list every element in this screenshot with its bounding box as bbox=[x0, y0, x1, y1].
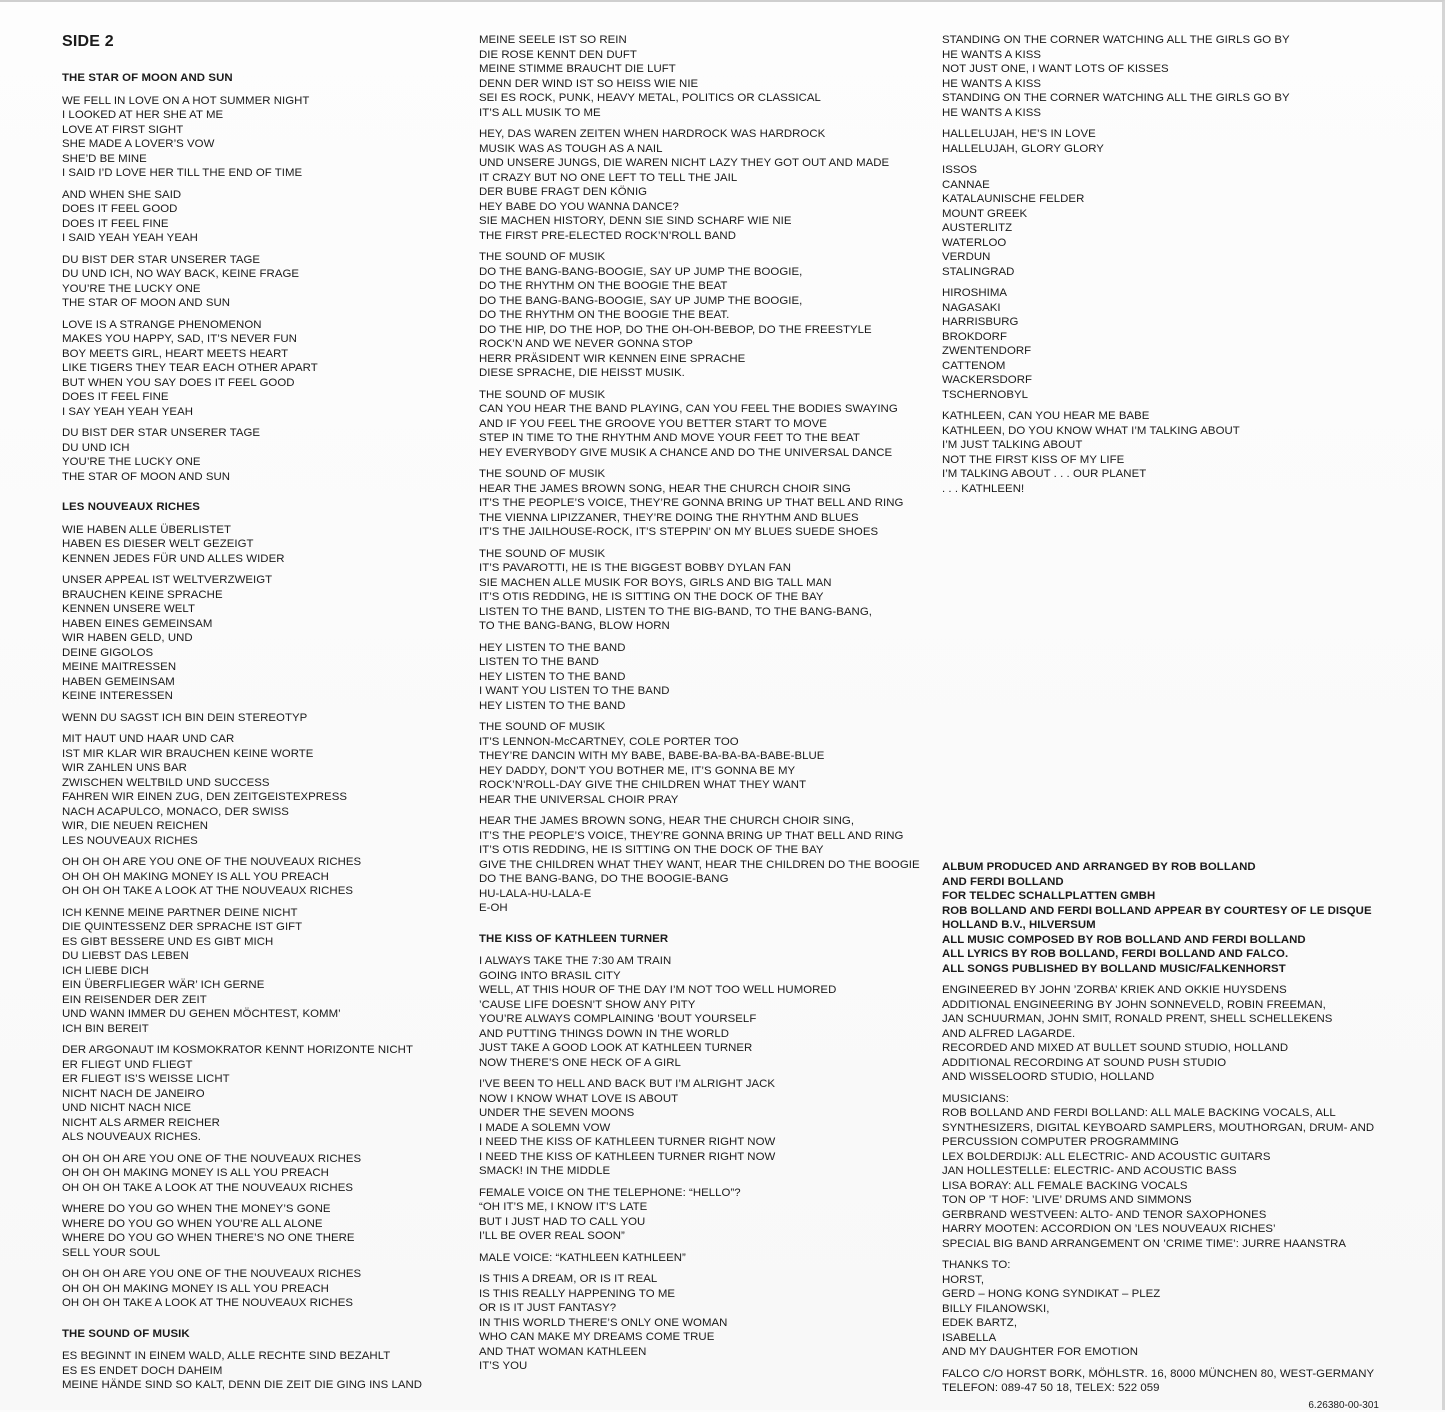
lyric-line: UND NICHT NACH NICE bbox=[62, 1102, 192, 1114]
lyric-line: THE VIENNA LIPIZZANER, THEY’RE DOING THE RHYTHM AND BLUES bbox=[479, 511, 859, 524]
lyric-line: DER BUBE FRAGT DEN KÖNIG bbox=[479, 186, 648, 198]
lyric-line: ALL SONGS PUBLISHED BY BOLLAND MUSIC/FALKENHORST bbox=[942, 962, 1286, 975]
stanza bbox=[479, 954, 919, 1070]
lyric-line: DIESE SPRACHE, DIE HEISST MUSIK. bbox=[479, 367, 685, 379]
stanza bbox=[62, 711, 462, 726]
stanza bbox=[62, 732, 462, 848]
lyric-line: DENN DER WIND IST SO HEISS WIE NIE bbox=[479, 77, 699, 90]
lyric-line: MOUNT GREEK bbox=[942, 207, 1028, 220]
lyric-line: SHE’D BE MINE bbox=[62, 152, 147, 165]
stanza bbox=[479, 127, 919, 243]
lyric-line: SMACK! IN THE MIDDLE bbox=[479, 1165, 611, 1177]
lyric-line: HORST, bbox=[942, 1273, 985, 1286]
lyric-line: WHO CAN MAKE MY DREAMS COME TRUE bbox=[479, 1331, 715, 1343]
lyric-line: WHERE DO YOU GO WHEN YOU’RE ALL ALONE bbox=[62, 1217, 323, 1230]
lyric-line: HE WANTS A KISS bbox=[942, 77, 1042, 90]
lyric-line: ALS NOUVEAUX RICHES. bbox=[62, 1131, 201, 1143]
lyric-line: DIE QUINTESSENZ DER SPRACHE IST GIFT bbox=[62, 921, 303, 933]
stanza bbox=[942, 409, 1392, 496]
lyric-line: HEAR THE JAMES BROWN SONG, HEAR THE CHURCH CHOIR SING, bbox=[479, 815, 855, 827]
lyric-line: OH OH OH ARE YOU ONE OF THE NOUVEAUX RICHES bbox=[62, 1152, 362, 1165]
lyric-line: JAN HOLLESTELLE: ELECTRIC- AND ACOUSTIC BASS bbox=[942, 1165, 1237, 1177]
lyric-line: TSCHERNOBYL bbox=[942, 388, 1028, 401]
lyric-line: OH OH OH ARE YOU ONE OF THE NOUVEAUX RICHES bbox=[62, 856, 362, 868]
lyric-line: IT’S THE PEOPLE’S VOICE, THEY’RE GONNA BRING UP THAT BELL AND RING bbox=[479, 497, 904, 509]
lyric-line: ROCK’N’ROLL-DAY GIVE THE CHILDREN WHAT THEY WANT bbox=[479, 779, 807, 791]
lyric-line: LIKE TIGERS THEY TEAR EACH OTHER APART bbox=[62, 362, 318, 374]
lyric-line: ’CAUSE LIFE DOESN’T SHOW ANY PITY bbox=[479, 998, 696, 1011]
credits-contact bbox=[942, 1367, 1402, 1396]
lyric-line: HEY, DAS WAREN ZEITEN WHEN HARDROCK WAS HARDROCK bbox=[479, 128, 826, 140]
lyric-line: I SAY YEAH YEAH YEAH bbox=[62, 405, 194, 418]
lyric-line: OH OH OH MAKING MONEY IS ALL YOU PREACH bbox=[62, 1282, 329, 1295]
lyric-line: DU BIST DER STAR UNSERER TAGE bbox=[62, 427, 261, 439]
stanza bbox=[62, 1152, 462, 1196]
lyric-line: I WANT YOU LISTEN TO THE BAND bbox=[479, 685, 670, 697]
lyric-line: MALE VOICE: “KATHLEEN KATHLEEN” bbox=[479, 1251, 686, 1264]
lyric-line: GOING INTO BRASIL CITY bbox=[479, 969, 621, 982]
lyric-line: THE SOUND OF MUSIK bbox=[479, 547, 606, 560]
lyric-line: I LOOKED AT HER SHE AT ME bbox=[62, 109, 224, 121]
lyric-line: ADDITIONAL RECORDING AT SOUND PUSH STUDIO bbox=[942, 1056, 1227, 1069]
stanza bbox=[942, 286, 1392, 402]
stanza bbox=[62, 426, 462, 484]
lyric-line: THE STAR OF MOON AND SUN bbox=[62, 470, 231, 483]
lyric-line: I SAID I’D LOVE HER TILL THE END OF TIME bbox=[62, 167, 303, 179]
stanza bbox=[62, 1043, 462, 1145]
lyric-line: DU BIST DER STAR UNSERER TAGE bbox=[62, 253, 261, 266]
stanza bbox=[62, 573, 462, 704]
lyric-line: ALL MUSIC COMPOSED BY ROB BOLLAND AND FERDI BOLLAND bbox=[942, 933, 1306, 946]
song-title: THE KISS OF KATHLEEN TURNER bbox=[479, 932, 669, 945]
lyric-line: THE FIRST PRE-ELECTED ROCK’N’ROLL BAND bbox=[479, 229, 736, 242]
lyric-line: THE STAR OF MOON AND SUN bbox=[62, 297, 231, 309]
lyric-line: HEY BABE DO YOU WANNA DANCE? bbox=[479, 200, 679, 213]
lyric-line: VERDUN bbox=[942, 251, 991, 263]
lyric-line: DO THE BANG-BANG, DO THE BOOGIE-BANG bbox=[479, 873, 729, 885]
lyric-line: IT’S PAVAROTTI, HE IS THE BIGGEST BOBBY DYLAN FAN bbox=[479, 562, 791, 574]
lyric-line: ER FLIEGT UND FLIEGT bbox=[62, 1058, 193, 1071]
stanza bbox=[479, 720, 919, 807]
album-credits bbox=[942, 860, 1402, 1403]
lyric-line: HALLELUJAH, HE’S IN LOVE bbox=[942, 128, 1096, 140]
stanza bbox=[479, 547, 919, 634]
lyric-line: LISTEN TO THE BAND bbox=[479, 656, 599, 668]
lyric-line: OH OH OH MAKING MONEY IS ALL YOU PREACH bbox=[62, 870, 329, 883]
lyric-line: HEY DADDY, DON’T YOU BOTHER ME, IT’S GONNA BE MY bbox=[479, 764, 796, 777]
lyric-line: OH OH OH TAKE A LOOK AT THE NOUVEAUX RICHES bbox=[62, 885, 353, 897]
lyric-line: ER FLIEGT IS’S WEISSE LICHT bbox=[62, 1073, 230, 1085]
lyric-line: OH OH OH TAKE A LOOK AT THE NOUVEAUX RICHES bbox=[62, 1297, 353, 1309]
lyric-line: IN THIS WORLD THERE’S ONLY ONE WOMAN bbox=[479, 1316, 728, 1329]
lyric-line: DO THE RHYTHM ON THE BOOGIE THE BEAT bbox=[479, 280, 728, 292]
lyric-line: AND ALFRED LAGARDE. bbox=[942, 1027, 1076, 1040]
lyric-line: ICH KENNE MEINE PARTNER DEINE NICHT bbox=[62, 906, 298, 919]
lyric-line: ZWISCHEN WELTBILD UND SUCCESS bbox=[62, 776, 270, 789]
lyric-line: BRAUCHEN KEINE SPRACHE bbox=[62, 588, 223, 601]
lyric-line: BOY MEETS GIRL, HEART MEETS HEART bbox=[62, 347, 289, 360]
lyric-line: DU UND ICH bbox=[62, 441, 130, 454]
lyric-line: MIT HAUT UND HAAR UND CAR bbox=[62, 733, 235, 745]
lyric-line: I ALWAYS TAKE THE 7:30 AM TRAIN bbox=[479, 955, 672, 967]
lyric-line: BUT I JUST HAD TO CALL YOU bbox=[479, 1215, 646, 1228]
lyric-line: NAGASAKI bbox=[942, 301, 1001, 314]
lyric-line: WHERE DO YOU GO WHEN THE MONEY’S GONE bbox=[62, 1203, 331, 1215]
lyric-line: DO THE HIP, DO THE HOP, DO THE OH-OH-BEBOP, DO THE FREESTYLE bbox=[479, 323, 872, 336]
lyric-line: WIE HABEN ALLE ÜBERLISTET bbox=[62, 523, 231, 536]
lyric-line: YOU’RE THE LUCKY ONE bbox=[62, 282, 201, 295]
lyric-line: KENNEN UNSERE WELT bbox=[62, 603, 195, 615]
stanza bbox=[62, 318, 462, 420]
lyric-line: WENN DU SAGST ICH BIN DEIN STEREOTYP bbox=[62, 711, 308, 724]
lyric-line: SIE MACHEN HISTORY, DENN SIE SIND SCHARF WIE NIE bbox=[479, 215, 792, 227]
lyric-line: THE SOUND OF MUSIK bbox=[479, 468, 606, 480]
catalog-number: 6.26380-00-301 bbox=[1308, 1400, 1379, 1411]
lyric-line: EDEK BARTZ, bbox=[942, 1317, 1018, 1329]
lyric-line: I NEED THE KISS OF KATHLEEN TURNER RIGHT NOW bbox=[479, 1150, 776, 1163]
lyric-line: IST MIR KLAR WIR BRAUCHEN KEINE WORTE bbox=[62, 747, 314, 760]
lyric-line: MUSIK WAS AS TOUGH AS A NAIL bbox=[479, 142, 663, 155]
lyric-line: ROB BOLLAND AND FERDI BOLLAND APPEAR BY COURTESY OF LE DISQUE bbox=[942, 904, 1372, 917]
lyric-line: LES NOUVEAUX RICHES bbox=[62, 834, 198, 847]
side-label: SIDE 2 bbox=[62, 33, 114, 50]
stanza bbox=[62, 1267, 462, 1311]
lyric-line: AND WISSELOORD STUDIO, HOLLAND bbox=[942, 1071, 1155, 1083]
stanza bbox=[62, 523, 462, 567]
lyric-line: JAN SCHUURMAN, JOHN SMIT, RONALD PRENT, SHELL SCHELLEKENS bbox=[942, 1013, 1333, 1025]
lyric-line: IT’S THE PEOPLE’S VOICE, THEY’RE GONNA BRING UP THAT BELL AND RING bbox=[479, 829, 904, 842]
lyric-line: DO THE BANG-BANG-BOOGIE, SAY UP JUMP THE BOOGIE, bbox=[479, 265, 803, 278]
lyric-line: I MADE A SOLEMN VOW bbox=[479, 1121, 611, 1134]
lyric-line: LISTEN TO THE BAND, LISTEN TO THE BIG-BAND, TO THE BANG-BANG, bbox=[479, 605, 872, 618]
lyric-line: STANDING ON THE CORNER WATCHING ALL THE GIRLS GO BY bbox=[942, 34, 1290, 46]
stanza bbox=[942, 33, 1392, 120]
lyric-line: SHE MADE A LOVER’S VOW bbox=[62, 138, 215, 150]
lyric-line: STEP IN TIME TO THE RHYTHM AND MOVE YOUR FEET TO THE BEAT bbox=[479, 432, 860, 444]
lyric-line: HEAR THE UNIVERSAL CHOIR PRAY bbox=[479, 793, 679, 806]
lyric-line: GERD – HONG KONG SYNDIKAT – PLEZ bbox=[942, 1288, 1161, 1300]
lyric-line: DO THE RHYTHM ON THE BOOGIE THE BEAT. bbox=[479, 309, 730, 321]
lyric-line: OR IS IT JUST FANTASY? bbox=[479, 1302, 617, 1314]
stanza bbox=[62, 1349, 462, 1393]
lyric-line: STANDING ON THE CORNER WATCHING ALL THE GIRLS GO BY bbox=[942, 92, 1290, 104]
stanza bbox=[479, 388, 919, 461]
lyric-line: STALINGRAD bbox=[942, 265, 1015, 278]
lyric-line: ALL LYRICS BY ROB BOLLAND, FERDI BOLLAND AND FALCO. bbox=[942, 948, 1289, 960]
lyric-line: AND THAT WOMAN KATHLEEN bbox=[479, 1345, 647, 1358]
lyric-line: SIE MACHEN ALLE MUSIK FOR BOYS, GIRLS AND BIG TALL MAN bbox=[479, 576, 832, 589]
lyric-line: KATALAUNISCHE FELDER bbox=[942, 193, 1085, 205]
lyric-line: HEAR THE JAMES BROWN SONG, HEAR THE CHURCH CHOIR SING bbox=[479, 482, 851, 495]
lyric-line: LOVE IS A STRANGE PHENOMENON bbox=[62, 318, 262, 331]
lyric-line: IS THIS REALLY HAPPENING TO ME bbox=[479, 1287, 676, 1300]
lyric-line: KATHLEEN, CAN YOU HEAR ME BABE bbox=[942, 410, 1150, 422]
lyric-line: KENNEN JEDES FÜR UND ALLES WIDER bbox=[62, 552, 285, 565]
lyric-line: LOVE AT FIRST SIGHT bbox=[62, 123, 184, 136]
stanza bbox=[62, 94, 462, 181]
lyric-line: UND UNSERE JUNGS, DIE WAREN NICHT LAZY THEY GOT OUT AND MADE bbox=[479, 157, 890, 169]
stanza bbox=[479, 33, 919, 120]
lyric-line: CANNAE bbox=[942, 178, 990, 191]
lyric-line: WIR, DIE NEUEN REICHEN bbox=[62, 820, 209, 832]
lyric-line: AND FERDI BOLLAND bbox=[942, 875, 1064, 888]
lyric-line: EIN ÜBERFLIEGER WÄR’ ICH GERNE bbox=[62, 979, 265, 991]
lyric-line: HEY LISTEN TO THE BAND bbox=[479, 699, 626, 712]
lyric-line: THE SOUND OF MUSIK bbox=[479, 721, 606, 733]
lyric-line: I’M JUST TALKING ABOUT bbox=[942, 439, 1083, 451]
column-middle bbox=[479, 33, 919, 1381]
lyric-line: LEX BOLDERDIJK: ALL ELECTRIC- AND ACOUSTIC GUITARS bbox=[942, 1150, 1271, 1163]
lyric-line: DO THE BANG-BANG-BOOGIE, SAY UP JUMP THE BOOGIE, bbox=[479, 294, 803, 307]
lyric-line: DOES IT FEEL GOOD bbox=[62, 203, 178, 215]
lyric-line: YOU’RE ALWAYS COMPLAINING ’BOUT YOURSELF bbox=[479, 1013, 757, 1025]
lyric-line: ADDITIONAL ENGINEERING BY JOHN SONNEVELD, ROBIN FREEMAN, bbox=[942, 998, 1326, 1011]
lyric-line: HEY LISTEN TO THE BAND bbox=[479, 641, 626, 654]
lyric-line: THANKS TO: bbox=[942, 1259, 1011, 1271]
lyric-line: SEI ES ROCK, PUNK, HEAVY METAL, POLITICS OR CLASSICAL bbox=[479, 92, 821, 104]
lyric-line: CATTENOM bbox=[942, 359, 1006, 372]
lyric-line: HARRY MOOTEN: ACCORDION ON ’LES NOUVEAUX RICHES’ bbox=[942, 1223, 1276, 1235]
lyric-line: ROCK’N AND WE NEVER GONNA STOP bbox=[479, 338, 693, 350]
lyric-line: HABEN ES DIESER WELT GEZEIGT bbox=[62, 538, 254, 550]
lyric-line: BILLY FILANOWSKI, bbox=[942, 1302, 1050, 1315]
lyric-line: MEINE HÄNDE SIND SO KALT, DENN DIE ZEIT DIE GING INS LAND bbox=[62, 1379, 423, 1391]
lyric-line: IT’S LENNON-McCARTNEY, COLE PORTER TOO bbox=[479, 735, 739, 748]
lyric-line: UNSER APPEAL IST WELTVERZWEIGT bbox=[62, 574, 273, 586]
lyric-line: I’M TALKING ABOUT . . . OUR PLANET bbox=[942, 468, 1147, 480]
credits-production bbox=[942, 860, 1402, 976]
lyric-line: HE WANTS A KISS bbox=[942, 106, 1042, 119]
lyric-line: ENGINEERED BY JOHN ’ZORBA’ KRIEK AND OKKIE HUYSDENS bbox=[942, 984, 1287, 996]
lyric-line: HIROSHIMA bbox=[942, 287, 1008, 299]
stanza bbox=[479, 814, 919, 916]
lyric-line: MEINE STIMME BRAUCHT DIE LUFT bbox=[479, 63, 676, 75]
lyric-line: WE FELL IN LOVE ON A HOT SUMMER NIGHT bbox=[62, 94, 310, 107]
lyric-line: GIVE THE CHILDREN WHAT THEY WANT, HEAR THE CHILDREN DO THE BOOGIE bbox=[479, 858, 920, 871]
stanza bbox=[479, 1186, 919, 1244]
lyric-line: TO THE BANG-BANG, BLOW HORN bbox=[479, 620, 670, 632]
lyric-line: TELEFON: 089-47 50 18, TELEX: 522 059 bbox=[942, 1382, 1160, 1394]
lyric-line: ES GIBT BESSERE UND ES GIBT MICH bbox=[62, 935, 274, 948]
lyric-line: ES BEGINNT IN EINEM WALD, ALLE RECHTE SIND BEZAHLT bbox=[62, 1350, 391, 1362]
lyric-line: HOLLAND B.V., HILVERSUM bbox=[942, 919, 1096, 931]
stanza bbox=[942, 127, 1392, 156]
lyric-line: KEINE INTERESSEN bbox=[62, 690, 173, 702]
lyric-line: HEY EVERYBODY GIVE MUSIK A CHANCE AND DO THE UNIVERSAL DANCE bbox=[479, 446, 893, 459]
lyric-line: PERCUSSION COMPUTER PROGRAMMING bbox=[942, 1136, 1179, 1148]
lyric-line: NOT THE FIRST KISS OF MY LIFE bbox=[942, 453, 1125, 466]
lyric-line: WIR HABEN GELD, UND bbox=[62, 632, 193, 644]
lyric-line: JUST TAKE A GOOD LOOK AT KATHLEEN TURNER bbox=[479, 1042, 753, 1054]
lyric-line: UNDER THE SEVEN MOONS bbox=[479, 1107, 635, 1119]
lyric-line: HU-LALA-HU-LALA-E bbox=[479, 887, 592, 900]
lyric-line: GERBRAND WESTVEEN: ALTO- AND TENOR SAXOPHONES bbox=[942, 1208, 1267, 1221]
lyric-line: WACKERSDORF bbox=[942, 374, 1032, 386]
lyric-line: OH OH OH MAKING MONEY IS ALL YOU PREACH bbox=[62, 1167, 329, 1179]
lyric-line: MEINE MAITRESSEN bbox=[62, 661, 177, 673]
lyric-line: ICH LIEBE DICH bbox=[62, 964, 149, 977]
song-title: THE STAR OF MOON AND SUN bbox=[62, 72, 233, 84]
lyric-line: DU UND ICH, NO WAY BACK, KEINE FRAGE bbox=[62, 268, 300, 280]
lyric-line: AND MY DAUGHTER FOR EMOTION bbox=[942, 1346, 1139, 1358]
lyric-line: SELL YOUR SOUL bbox=[62, 1246, 161, 1259]
credits-musicians bbox=[942, 1092, 1402, 1252]
lyric-line: UND WANN IMMER DU GEHEN MÖCHTEST, KOMM’ bbox=[62, 1008, 341, 1020]
lyric-line: TON OP ’T HOF: ’LIVE’ DRUMS AND SIMMONS bbox=[942, 1194, 1192, 1206]
lyric-line: HABEN GEMEINSAM bbox=[62, 675, 175, 688]
lyric-line: I SAID YEAH YEAH YEAH bbox=[62, 232, 198, 244]
credits-engineering bbox=[942, 983, 1402, 1085]
lyric-line: WIR ZAHLEN UNS BAR bbox=[62, 762, 187, 774]
lyric-line: EIN REISENDER DER ZEIT bbox=[62, 993, 207, 1006]
lyric-line: ISSOS bbox=[942, 164, 978, 176]
lyric-line: THE SOUND OF MUSIK bbox=[479, 251, 606, 263]
lyric-line: AUSTERLITZ bbox=[942, 222, 1013, 234]
lyric-line: WHERE DO YOU GO WHEN THERE’S NO ONE THERE bbox=[62, 1232, 355, 1244]
lyric-line: IS THIS A DREAM, OR IS IT REAL bbox=[479, 1273, 658, 1285]
lyric-line: I’LL BE OVER REAL SOON” bbox=[479, 1230, 625, 1242]
lyric-line: OH OH OH TAKE A LOOK AT THE NOUVEAUX RICHES bbox=[62, 1181, 353, 1194]
lyric-line: HARRISBURG bbox=[942, 316, 1019, 328]
lyric-line: . . . KATHLEEN! bbox=[942, 482, 1025, 495]
lyric-line: NOW THERE’S ONE HECK OF A GIRL bbox=[479, 1056, 681, 1069]
lyric-line: ZWENTENDORF bbox=[942, 345, 1032, 357]
lyric-line: “OH IT’S ME, I KNOW IT’S LATE bbox=[479, 1201, 648, 1213]
lyric-line: ICH BIN BEREIT bbox=[62, 1022, 149, 1035]
lyric-line: MAKES YOU HAPPY, SAD, IT’S NEVER FUN bbox=[62, 333, 297, 345]
lyric-line: MUSICIANS: bbox=[942, 1092, 1009, 1105]
lyric-line: CAN YOU HEAR THE BAND PLAYING, CAN YOU FEEL THE BODIES SWAYING bbox=[479, 403, 898, 415]
lyric-line: ALBUM PRODUCED AND ARRANGED BY ROB BOLLAND bbox=[942, 861, 1256, 873]
lyric-line: RECORDED AND MIXED AT BULLET SOUND STUDIO, HOLLAND bbox=[942, 1042, 1289, 1054]
lyric-line: THEY’RE DANCIN WITH MY BABE, BABE-BA-BA-BA-BABE-BLUE bbox=[479, 750, 825, 762]
lyric-line: DOES IT FEEL FINE bbox=[62, 217, 169, 230]
song-title: THE SOUND OF MUSIK bbox=[62, 1327, 190, 1340]
stanza bbox=[62, 906, 462, 1037]
lyric-line: NOT JUST ONE, I WANT LOTS OF KISSES bbox=[942, 63, 1169, 75]
lyric-line: NACH ACAPULCO, MONACO, DER SWISS bbox=[62, 805, 289, 818]
lyric-line: E-OH bbox=[479, 902, 508, 914]
lyric-line: FALCO C/O HORST BORK, MÖHLSTR. 16, 8000 MÜNCHEN 80, WEST-GERMANY bbox=[942, 1367, 1375, 1380]
lyric-line: WATERLOO bbox=[942, 236, 1007, 249]
lyric-line: ISABELLA bbox=[942, 1331, 997, 1344]
lyric-line: HABEN EINES GEMEINSAM bbox=[62, 617, 213, 630]
lyric-line: FEMALE VOICE ON THE TELEPHONE: “HELLO”? bbox=[479, 1186, 741, 1199]
lyric-line: HERR PRÄSIDENT WIR KENNEN EINE SPRACHE bbox=[479, 352, 746, 365]
lyric-line: AND PUTTING THINGS DOWN IN THE WORLD bbox=[479, 1027, 730, 1040]
lyric-line: NOW I KNOW WHAT LOVE IS ABOUT bbox=[479, 1092, 679, 1105]
lyric-line: DU LIEBST DAS LEBEN bbox=[62, 950, 189, 962]
lyric-line: LISA BORAY: ALL FEMALE BACKING VOCALS bbox=[942, 1179, 1188, 1192]
stanza bbox=[479, 641, 919, 714]
lyric-line: FOR TELDEC SCHALLPLATTEN GMBH bbox=[942, 890, 1156, 902]
lyric-line: FAHREN WIR EINEN ZUG, DEN ZEITGEISTEXPRESS bbox=[62, 791, 348, 803]
lyric-line: BUT WHEN YOU SAY DOES IT FEEL GOOD bbox=[62, 376, 295, 389]
lyric-line: DIE ROSE KENNT DEN DUFT bbox=[479, 48, 637, 61]
lyric-line: DER ARGONAUT IM KOSMOKRATOR KENNT HORIZONTE NICHT bbox=[62, 1044, 413, 1056]
credits-thanks bbox=[942, 1258, 1402, 1360]
lyric-line: IT’S OTIS REDDING, HE IS SITTING ON THE DOCK OF THE BAY bbox=[479, 844, 824, 856]
lyric-line: DOES IT FEEL FINE bbox=[62, 391, 169, 403]
lyric-line: AND IF YOU FEEL THE GROOVE YOU BETTER START TO MOVE bbox=[479, 417, 827, 430]
lyric-line: I’VE BEEN TO HELL AND BACK BUT I’M ALRIGHT JACK bbox=[479, 1078, 776, 1090]
stanza bbox=[479, 1251, 919, 1266]
stanza bbox=[479, 1077, 919, 1179]
lyric-line: DEINE GIGOLOS bbox=[62, 646, 154, 659]
lyric-line: IT’S THE JAILHOUSE-ROCK, IT’S STEPPIN’ ON MY BLUES SUEDE SHOES bbox=[479, 526, 879, 538]
stanza bbox=[479, 250, 919, 381]
lyric-line: IT’S YOU bbox=[479, 1360, 528, 1372]
lyric-line: ROB BOLLAND AND FERDI BOLLAND: ALL MALE BACKING VOCALS, ALL bbox=[942, 1107, 1336, 1119]
lyric-line: IT’S OTIS REDDING, HE IS SITTING ON THE DOCK OF THE BAY bbox=[479, 591, 824, 603]
lyric-line: NICHT NACH DE JANEIRO bbox=[62, 1087, 205, 1100]
lyric-line: OH OH OH ARE YOU ONE OF THE NOUVEAUX RICHES bbox=[62, 1268, 362, 1280]
song-title: LES NOUVEAUX RICHES bbox=[62, 501, 200, 513]
stanza bbox=[942, 163, 1392, 279]
stanza bbox=[479, 1272, 919, 1374]
lyric-line: KATHLEEN, DO YOU KNOW WHAT I’M TALKING ABOUT bbox=[942, 424, 1240, 437]
stanza bbox=[62, 253, 462, 311]
lyric-line: MEINE SEELE IST SO REIN bbox=[479, 34, 627, 46]
column-left bbox=[62, 33, 462, 1400]
lyric-line: ES ES ENDET DOCH DAHEIM bbox=[62, 1364, 223, 1377]
lyric-line: AND WHEN SHE SAID bbox=[62, 188, 182, 201]
lyric-line: BROKDORF bbox=[942, 330, 1007, 343]
stanza bbox=[479, 467, 919, 540]
column-right bbox=[942, 33, 1392, 503]
lyric-line: IT’S ALL MUSIK TO ME bbox=[479, 106, 601, 119]
lyric-line: HEY LISTEN TO THE BAND bbox=[479, 670, 626, 683]
stanza bbox=[62, 1202, 462, 1260]
lyric-line: HE WANTS A KISS bbox=[942, 48, 1042, 61]
stanza bbox=[62, 855, 462, 899]
lyric-line: I NEED THE KISS OF KATHLEEN TURNER RIGHT NOW bbox=[479, 1136, 776, 1148]
stanza bbox=[62, 188, 462, 246]
lyric-line: HALLELUJAH, GLORY GLORY bbox=[942, 142, 1104, 155]
lyric-line: SPECIAL BIG BAND ARRANGEMENT ON ’CRIME TIME’: JURRE HAANSTRA bbox=[942, 1237, 1347, 1250]
lyric-line: WELL, AT THIS HOUR OF THE DAY I’M NOT TOO WELL HUMORED bbox=[479, 984, 837, 996]
lyric-line: NICHT ALS ARMER REICHER bbox=[62, 1116, 220, 1129]
lyric-line: SYNTHESIZERS, DIGITAL KEYBOARD SAMPLERS, MOUTHORGAN, DRUM- AND bbox=[942, 1121, 1375, 1134]
lyric-line: THE SOUND OF MUSIK bbox=[479, 388, 606, 401]
lyric-line: IT CRAZY BUT NO ONE LEFT TO TELL THE JAIL bbox=[479, 171, 738, 184]
lyric-line: YOU’RE THE LUCKY ONE bbox=[62, 456, 201, 468]
